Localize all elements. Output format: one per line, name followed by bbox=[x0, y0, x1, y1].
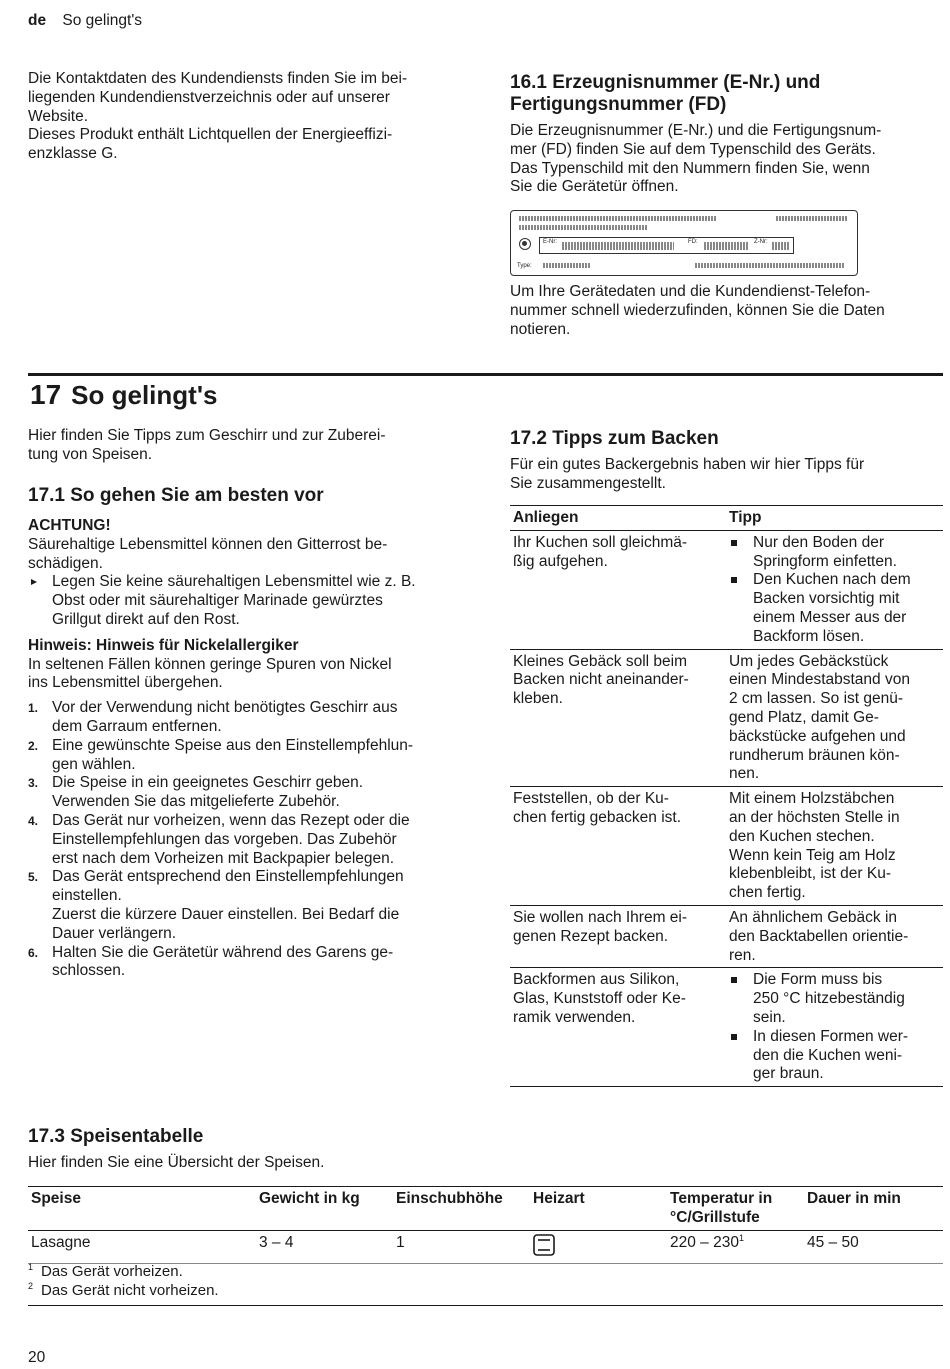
cell-line: ren. bbox=[729, 946, 756, 964]
body-line: Legen Sie keine säurehaltigen Lebensmittel wie z. B. bbox=[52, 573, 416, 591]
plate-text-placeholder bbox=[519, 225, 647, 230]
section-16-1-note bbox=[510, 283, 940, 339]
body-line: Vor der Verwendung nicht benötigtes Geschirr aus bbox=[52, 699, 398, 717]
cell-line: bäckstücke aufgehen und bbox=[729, 727, 906, 745]
table-header-row bbox=[510, 506, 943, 531]
arrow-bullet-icon bbox=[31, 579, 37, 585]
cell-line: den die Kuchen weni- bbox=[753, 1046, 903, 1064]
cell-line: Backformen aus Silikon, bbox=[513, 971, 680, 989]
table-row bbox=[510, 530, 943, 649]
heating-mode-icon bbox=[533, 1234, 555, 1256]
plate-text-placeholder bbox=[543, 263, 591, 268]
temperature-value: 220 – 230 bbox=[670, 1233, 739, 1251]
cell-line: Die Form muss bis bbox=[753, 971, 883, 989]
bullet-item bbox=[729, 1028, 940, 1084]
plate-text-placeholder bbox=[519, 216, 717, 221]
cell-heizart bbox=[530, 1230, 667, 1264]
cell-gewicht: 3 – 4 bbox=[259, 1233, 294, 1251]
step-number: 1. bbox=[28, 701, 39, 716]
footnote-number: 1 bbox=[28, 1262, 34, 1272]
body-line: schädigen. bbox=[28, 554, 103, 572]
cell-line: einen Mindestabstand von bbox=[729, 671, 910, 689]
step-item bbox=[28, 737, 473, 775]
cell-line: ramik verwenden. bbox=[513, 1008, 636, 1026]
table-row bbox=[28, 1230, 943, 1264]
footnote bbox=[28, 1263, 943, 1282]
section-17-1 bbox=[28, 485, 473, 981]
baking-tips-table bbox=[510, 505, 943, 1087]
body-line: tung von Speisen. bbox=[28, 445, 153, 463]
table-cell bbox=[726, 905, 943, 967]
type-plate-illustration bbox=[510, 210, 858, 276]
cell-line: den Backtabellen orientie- bbox=[729, 927, 909, 945]
step-item bbox=[28, 868, 473, 943]
plate-znr-label: Z-Nr: bbox=[754, 239, 768, 245]
cell-line: Springform einfetten. bbox=[753, 552, 897, 570]
steps-list bbox=[28, 699, 473, 981]
intro-line: Website. bbox=[28, 107, 89, 125]
body-line: nummer schnell wiederzufinden, können Sie die Daten bbox=[510, 301, 885, 319]
table-cell bbox=[726, 968, 943, 1087]
plate-text-placeholder bbox=[695, 263, 845, 268]
plate-number-box bbox=[539, 237, 794, 254]
table-row bbox=[510, 905, 943, 967]
plate-fd-label: FD: bbox=[688, 239, 698, 245]
body-line: erst nach dem Vorheizen mit Backpapier belegen. bbox=[52, 849, 395, 867]
footnotes bbox=[28, 1263, 943, 1306]
section-title-line: Fertigungsnummer (FD) bbox=[510, 94, 727, 115]
step-number: 4. bbox=[28, 813, 39, 828]
cell-line: Feststellen, ob der Ku- bbox=[513, 790, 669, 808]
cell-line: An ähnlichem Gebäck in bbox=[729, 908, 898, 926]
body-line: Das Gerät entsprechend den Einstellempfehlungen bbox=[52, 868, 404, 886]
table-cell bbox=[510, 530, 726, 649]
body-line: Hier finden Sie Tipps zum Geschirr und zur Zuberei- bbox=[28, 427, 386, 444]
cell-line: Backform lösen. bbox=[753, 627, 865, 645]
cell-line: an der höchsten Stelle in bbox=[729, 808, 900, 826]
table-cell bbox=[726, 787, 943, 906]
body-line: Einstellempfehlungen das vorgeben. Das Zubehör bbox=[52, 830, 397, 848]
footnote-ref: 1 bbox=[738, 1232, 744, 1243]
plate-znr-value bbox=[772, 242, 790, 250]
body-line: schlossen. bbox=[52, 962, 126, 980]
cell-line: sein. bbox=[753, 1008, 786, 1026]
cell-line: Kleines Gebäck soll beim bbox=[513, 652, 688, 670]
step-number: 6. bbox=[28, 945, 39, 960]
body-line: Um Ihre Gerätedaten und die Kundendienst-Telefon- bbox=[510, 283, 871, 300]
column-header-anliegen: Anliegen bbox=[510, 506, 726, 531]
body-line: dem Garraum entfernen. bbox=[52, 717, 222, 735]
section-title-line: 16.1 Erzeugnisnummer (E-Nr.) und bbox=[510, 72, 821, 93]
intro-line: Die Kontaktdaten des Kundendiensts finden Sie im bei- bbox=[28, 70, 408, 87]
header-line: Temperatur in bbox=[670, 1190, 773, 1207]
warning-action-item bbox=[28, 573, 473, 629]
section-16-1 bbox=[510, 72, 940, 197]
cell-einschub: 1 bbox=[396, 1233, 405, 1251]
plate-text-placeholder bbox=[776, 216, 848, 221]
page-number: 20 bbox=[28, 1349, 46, 1366]
note-label: Hinweis: Hinweis für Nickelallergiker bbox=[28, 636, 299, 654]
cell-line: kleben. bbox=[513, 690, 563, 708]
bullet-item bbox=[729, 971, 940, 1027]
cell-line: Ihr Kuchen soll gleichmä- bbox=[513, 533, 688, 551]
bullet-item bbox=[729, 534, 940, 572]
step-number: 5. bbox=[28, 870, 39, 885]
header-line: °C/Grillstufe bbox=[670, 1208, 760, 1226]
section-title: 17.1 So gehen Sie am besten vor bbox=[28, 485, 324, 506]
table-cell bbox=[726, 530, 943, 649]
table-row bbox=[510, 968, 943, 1087]
body-line: Sie die Gerätetür öffnen. bbox=[510, 178, 679, 196]
column-header-temperatur bbox=[667, 1187, 804, 1231]
intro-line: liegenden Kundendienstverzeichnis oder auf unserer bbox=[28, 88, 390, 106]
body-line: notieren. bbox=[510, 320, 571, 338]
header-lang: de bbox=[28, 12, 47, 29]
cell-line: einem Messer aus der bbox=[753, 608, 907, 626]
section-title: 17.3 Speisentabelle bbox=[28, 1126, 204, 1147]
table-row bbox=[510, 649, 943, 787]
cell-line: Glas, Kunststoff oder Ke- bbox=[513, 990, 686, 1008]
step-number: 2. bbox=[28, 738, 39, 753]
step-item bbox=[28, 699, 473, 737]
column-header-tipp: Tipp bbox=[726, 506, 943, 531]
footnote bbox=[28, 1282, 943, 1301]
body-line: Die Speise in ein geeignetes Geschirr geben. bbox=[52, 774, 364, 792]
plate-enr-label: E-Nr: bbox=[543, 239, 557, 245]
section-body bbox=[510, 122, 940, 197]
body-line: Grillgut direkt auf den Rost. bbox=[52, 610, 240, 628]
chapter-number: 17 bbox=[30, 379, 62, 410]
section-17-2 bbox=[510, 428, 943, 494]
body-line: einstellen. bbox=[52, 887, 122, 905]
cell-line: den Kuchen stechen. bbox=[729, 827, 875, 845]
footnote-number: 2 bbox=[28, 1280, 34, 1291]
cell-line: Backen nicht aneinander- bbox=[513, 671, 689, 689]
cell-line: chen fertig gebacken ist. bbox=[513, 808, 682, 826]
warning-label: ACHTUNG! bbox=[28, 517, 111, 534]
cell-line: genen Rezept backen. bbox=[513, 927, 669, 945]
cell-line: Mit einem Holzstäbchen bbox=[729, 790, 895, 808]
body-line: gen wählen. bbox=[52, 755, 136, 773]
cell-dauer: 45 – 50 bbox=[807, 1233, 859, 1251]
cell-line: rundherum bräunen kön- bbox=[729, 746, 900, 764]
food-table bbox=[28, 1186, 943, 1264]
body-line: Sie zusammengestellt. bbox=[510, 474, 666, 492]
cell-line: chen fertig. bbox=[729, 884, 806, 902]
section-17-3 bbox=[28, 1126, 628, 1173]
body-line: Verwenden Sie das mitgelieferte Zubehör. bbox=[52, 793, 340, 811]
step-item bbox=[28, 944, 473, 982]
plate-fd-value bbox=[704, 242, 748, 250]
intro-line: Dieses Produkt enthält Lichtquellen der Energieeffizi- bbox=[28, 126, 393, 144]
running-header bbox=[28, 12, 142, 31]
footnote-text: Das Gerät nicht vorheizen. bbox=[41, 1281, 219, 1299]
cell-line: Wenn kein Teig am Holz bbox=[729, 846, 896, 864]
body-line: Halten Sie die Gerätetür während des Garens ge- bbox=[52, 943, 394, 961]
body-line: Dauer verlängern. bbox=[52, 924, 177, 942]
cell-line: 2 cm lassen. So ist genü- bbox=[729, 690, 904, 708]
chapter-intro bbox=[28, 427, 468, 465]
cell-line: ßig aufgehen. bbox=[513, 552, 608, 570]
body-line: Für ein gutes Backergebnis haben wir hier Tipps für bbox=[510, 456, 865, 473]
chapter-rule bbox=[28, 373, 943, 376]
recycling-icon bbox=[519, 238, 531, 250]
table-cell bbox=[726, 649, 943, 787]
body-line: Das Gerät nur vorheizen, wenn das Rezept oder die bbox=[52, 811, 410, 829]
column-header-speise: Speise bbox=[28, 1187, 256, 1231]
column-header-einschubhoehe: Einschubhöhe bbox=[393, 1187, 530, 1231]
body-line: In seltenen Fällen können geringe Spuren von Nickel bbox=[28, 655, 392, 673]
step-item bbox=[28, 812, 473, 868]
body-line: Zuerst die kürzere Dauer einstellen. Bei Bedarf die bbox=[52, 905, 400, 923]
table-cell bbox=[510, 649, 726, 787]
column-header-gewicht: Gewicht in kg bbox=[256, 1187, 393, 1231]
chapter-title: So gelingt's bbox=[71, 380, 218, 410]
cell-line: gend Platz, damit Ge- bbox=[729, 708, 879, 726]
cell-line: Den Kuchen nach dem bbox=[753, 571, 911, 589]
table-cell bbox=[510, 787, 726, 906]
cell-line: ger braun. bbox=[753, 1065, 824, 1083]
bullet-item bbox=[729, 571, 940, 646]
cell-speise: Lasagne bbox=[31, 1233, 91, 1251]
table-cell bbox=[510, 968, 726, 1087]
column-header-dauer: Dauer in min bbox=[804, 1187, 943, 1231]
cell-line: nen. bbox=[729, 765, 760, 783]
intro-paragraph bbox=[28, 70, 468, 164]
column-header-heizart: Heizart bbox=[530, 1187, 667, 1231]
body-line: Das Typenschild mit den Nummern finden Sie, wenn bbox=[510, 159, 870, 177]
cell-line: Sie wollen nach Ihrem ei- bbox=[513, 908, 688, 926]
cell-line: Nur den Boden der bbox=[753, 533, 884, 551]
plate-enr-value bbox=[562, 242, 674, 250]
cell-temperatur bbox=[667, 1230, 804, 1264]
section-title bbox=[510, 72, 940, 116]
header-title: So gelingt's bbox=[62, 12, 143, 29]
body-line: Hier finden Sie eine Übersicht der Speisen. bbox=[28, 1154, 325, 1171]
cell-line: 250 °C hitzebeständig bbox=[753, 990, 905, 1008]
body-line: mer (FD) finden Sie auf dem Typenschild des Geräts. bbox=[510, 140, 876, 158]
table-header-row bbox=[28, 1187, 943, 1231]
table-row bbox=[510, 787, 943, 906]
body-line: Säurehaltige Lebensmittel können den Gitterrost be- bbox=[28, 535, 388, 553]
cell-line: klebenbleibt, ist der Ku- bbox=[729, 865, 891, 883]
cell-line: Backen vorsichtig mit bbox=[753, 590, 900, 608]
body-line: ins Lebensmittel übergehen. bbox=[28, 674, 223, 692]
footnote-text: Das Gerät vorheizen. bbox=[41, 1263, 183, 1280]
cell-line: In diesen Formen wer- bbox=[753, 1027, 909, 1045]
body-line: Obst oder mit säurehaltiger Marinade gewürztes bbox=[52, 592, 383, 610]
step-number: 3. bbox=[28, 776, 39, 791]
body-line: Die Erzeugnisnummer (E-Nr.) und die Fertigungsnum- bbox=[510, 122, 882, 139]
table-cell bbox=[510, 905, 726, 967]
intro-line: enzklasse G. bbox=[28, 145, 118, 163]
plate-type-label: Type: bbox=[517, 263, 532, 269]
chapter-heading bbox=[30, 378, 217, 417]
cell-line: Um jedes Gebäckstück bbox=[729, 652, 889, 670]
body-line: Eine gewünschte Speise aus den Einstellempfehlun- bbox=[52, 736, 414, 754]
section-title: 17.2 Tipps zum Backen bbox=[510, 428, 719, 449]
step-item bbox=[28, 774, 473, 812]
